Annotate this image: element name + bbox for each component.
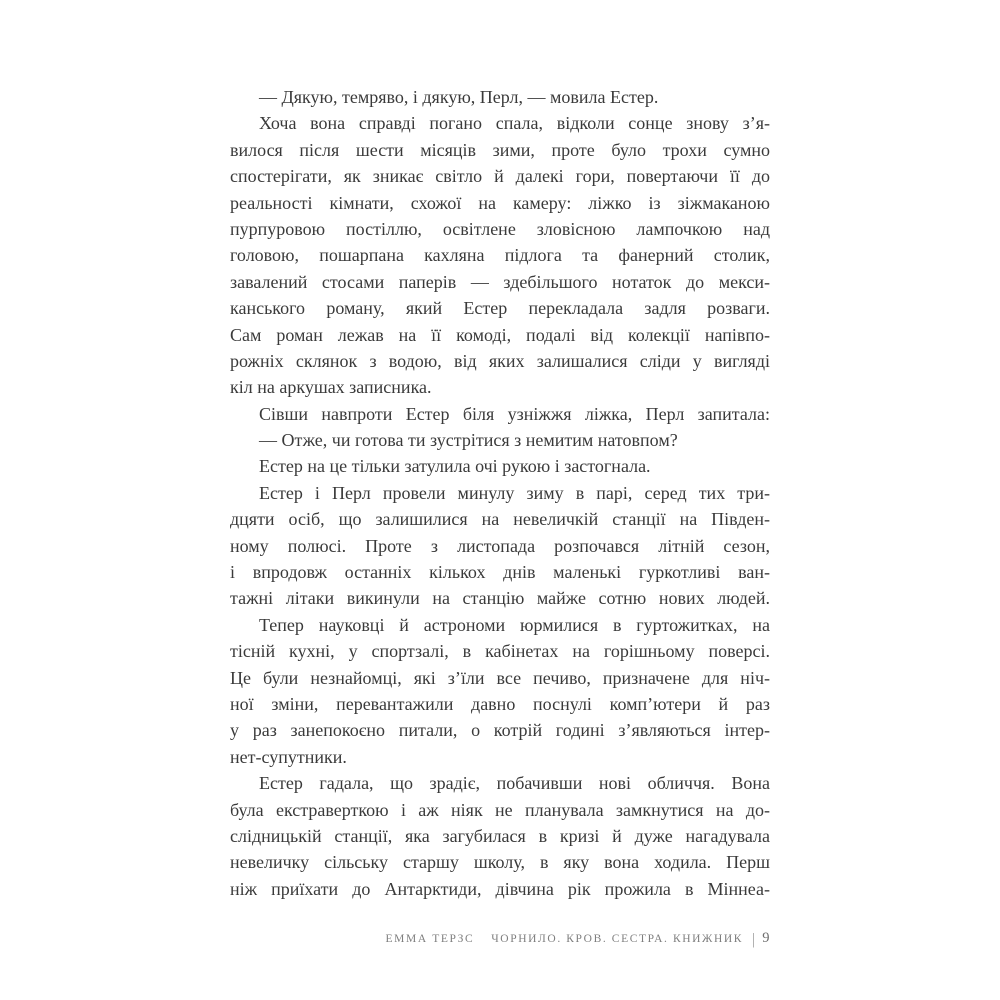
text-line: Це були незнайомці, які з’їли все печиво, призначене для ніч- xyxy=(230,667,770,688)
text-line: у раз занепокоєно питали, о котрій годині з’являються інтер- xyxy=(230,720,770,741)
text-line: і впродовж останніх кількох днів маленькі гуркотливі ван- xyxy=(230,562,770,583)
page-text xyxy=(230,84,770,902)
footer-author: ЕММА ТЕРЗС xyxy=(385,933,475,945)
footer-separator: | xyxy=(752,931,756,948)
text-line: тажні літаки викинули на станцію майже сотню нових людей. xyxy=(230,588,770,609)
text-line: Естер гадала, що зрадіє, побачивши нові обличчя. Вона xyxy=(259,773,770,794)
text-line: тісній кухні, у спортзалі, в кабінетах на горішньому поверсі. xyxy=(230,641,770,662)
text-line: — Отже, чи готова ти зустрітися з немитим натовпом? xyxy=(259,430,678,451)
footer-book-title: ЧОРНИЛО. КРОВ. СЕСТРА. КНИЖНИК xyxy=(491,933,744,945)
text-line: — Дякую, темряво, і дякую, Перл, — мовила Естер. xyxy=(259,87,659,107)
text-line: канського роману, який Естер перекладала задля розваги. xyxy=(230,298,770,319)
text-line: Сівши навпроти Естер біля узніжжя ліжка, Перл запитала: xyxy=(259,403,770,424)
page-footer xyxy=(230,929,770,949)
text-line: слідницькій станції, яка загубилася в кризі й дуже нагадувала xyxy=(230,825,770,846)
text-line: ному полюсі. Проте з листопада розпочався літній сезон, xyxy=(230,535,770,556)
text-line: ної зміни, перевантажили давно поснулі комп’ютери й раз xyxy=(230,693,770,714)
text-line: вилося після шести місяців зими, проте було трохи сумно xyxy=(230,139,770,160)
text-line: Естер на це тільки затулила очі рукою і застогнала. xyxy=(259,456,651,477)
text-line: пурпуровою постіллю, освітлене зловісною лампочкою над xyxy=(230,218,770,239)
text-line: Естер і Перл провели минулу зиму в парі, серед тих три- xyxy=(259,482,770,503)
text-line: Тепер науковці й астрономи юрмилися в гуртожитках, на xyxy=(259,614,770,635)
text-line: ніж приїхати до Антарктиди, дівчина рік прожила в Міннеа- xyxy=(230,878,770,899)
text-line: нет-супутники. xyxy=(230,746,347,767)
text-line: кіл на аркушах записника. xyxy=(230,377,432,398)
text-line: спостерігати, як зникає світло й далекі гори, повертаючи її до xyxy=(230,166,770,187)
page-number: 9 xyxy=(762,930,770,946)
text-line: Хоча вона справді погано спала, відколи сонце знову з’я- xyxy=(259,113,770,134)
text-line: рожніх склянок з водою, від яких залишалися сліди у вигляді xyxy=(230,350,770,371)
text-line: дцяти осіб, що залишилися на невеличкій станції на Півден- xyxy=(230,509,770,530)
text-line: була екстраверткою і аж ніяк не планувала замкнутися на до- xyxy=(230,799,770,820)
text-line: завалений стосами паперів — здебільшого нотаток до мекси- xyxy=(230,271,770,292)
text-line: реальності кімнати, схожої на камеру: ліжко із зіжмаканою xyxy=(230,192,770,213)
text-line: Сам роман лежав на її комоді, подалі від колекції напівпо- xyxy=(230,324,770,345)
text-line: невеличку сільську старшу школу, в яку вона ходила. Перш xyxy=(230,852,770,873)
text-line: головою, пошарпана кахляна підлога та фанерний столик, xyxy=(230,245,770,266)
